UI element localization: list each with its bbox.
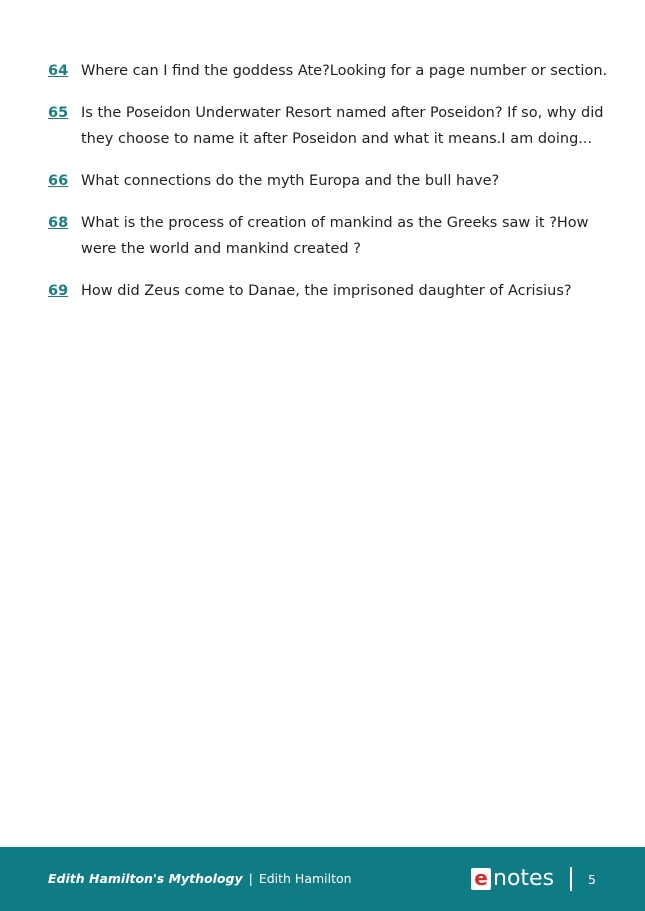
question-text: How did Zeus come to Danae, the imprisoned daughter of Acrisius? — [81, 283, 572, 299]
question-number-link[interactable]: 68 — [48, 215, 69, 231]
footer-author: Edith Hamilton — [258, 871, 352, 886]
logo-text: notes — [493, 866, 555, 891]
logo-e-icon: e — [471, 868, 491, 890]
question-number-link[interactable]: 64 — [48, 63, 69, 79]
question-text: Is the Poseidon Underwater Resort named after Poseidon? If so, why did they choose to name it after Poseidon and what it means.I am doing... — [81, 105, 604, 147]
question-list — [48, 58, 608, 320]
enotes-logo — [471, 866, 554, 892]
question-text: Where can I find the goddess Ate?Looking for a page number or section. — [81, 63, 608, 79]
question-number-link[interactable]: 66 — [48, 173, 69, 189]
question-number-link[interactable]: 65 — [48, 105, 69, 121]
footer-book-title: Edith Hamilton's Mythology — [48, 871, 243, 886]
footer-title — [48, 871, 352, 886]
question-item — [48, 210, 608, 262]
footer-divider — [570, 867, 572, 891]
question-number-link[interactable]: 69 — [48, 283, 69, 299]
page-number: 5 — [588, 872, 596, 887]
question-text: What connections do the myth Europa and the bull have? — [81, 173, 500, 189]
footer-separator: | — [248, 871, 253, 886]
question-text: What is the process of creation of mankind as the Greeks saw it ?How were the world and mankind created ? — [81, 215, 589, 257]
question-item — [48, 278, 608, 304]
question-item — [48, 100, 608, 152]
question-item — [48, 58, 608, 84]
question-item — [48, 168, 608, 194]
page-footer — [0, 847, 645, 911]
